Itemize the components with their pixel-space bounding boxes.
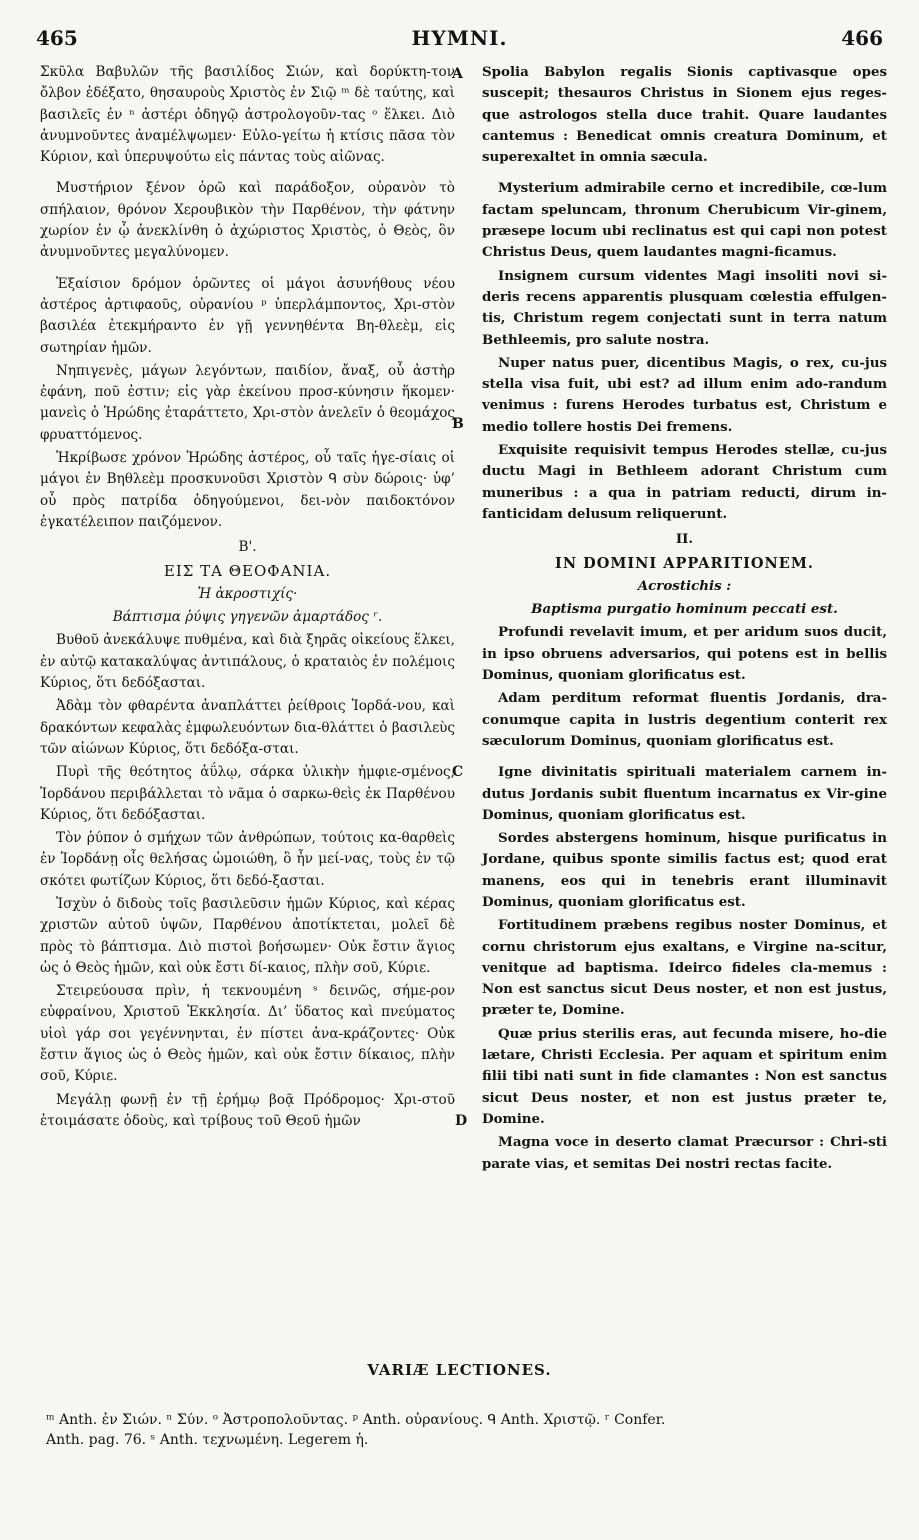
page-number-left: 465	[36, 26, 78, 50]
margin-letter-d: D	[455, 1113, 468, 1129]
acrostic-line: Βάπτισμα ῥύψις γηγενῶν ἁμαρτάδος ʳ.	[112, 609, 383, 626]
greek-paragraph: Μυστήριον ξένον ὁρῶ καὶ παράδοξον, οὐρανὸν τὸ σπήλαιον, θρόνον Χερουβικὸν τὴν Παρθένον, τὴν φάτνην χωρίον ἐν ᾧ ἀνεκλίνθη ὁ ἀχώριστος Χριστὸς, ὁ Θεὸς, ὃν ἀνυμνοῦντες μεγαλύνομεν.	[40, 180, 455, 261]
latin-paragraph: Exquisite requisivit tempus Herodes stellæ, cu-jus ductu Magi in Bethleem adorant Christum cum muneribus : a qua in patriam reducti, dirum in-fanticidam delusum reliquerunt.	[482, 442, 887, 522]
greek-paragraph: Τὸν ῥύπον ὁ σμήχων τῶν ἀνθρώπων, τούτοις κα-θαρθεὶς ἐν Ἰορδάνῃ οἷς θελήσας ὡμοιώθη, ὃ ἦν μεί-νας, τοὺς ἐν τῷ σκότει φωτίζων Κύριος, ὅτι δεδό-ξασται.	[40, 830, 455, 889]
latin-paragraph: Sordes abstergens hominum, hisque purificatus in Jordane, quibus sponte similis factus est; quod erat manens, eos qui in tenebris erant illuminavit Dominus, quoniam glorificatus est.	[482, 830, 887, 910]
latin-paragraph: Insignem cursum videntes Magi insoliti novi si-deris recens apparentis plusquam cœlestia effulgen-tis, Christum regem conjectati sunt in terra natum Bethleemis, pro salute nostra.	[482, 267, 887, 348]
latin-column	[482, 62, 887, 1177]
greek-paragraph: Στειρεύουσα πρὶν, ἡ τεκνουμένη ˢ δεινῶς, σήμε-ρον εὐφραίνου, Χριστοῦ Ἐκκλησία. Δι’ ὕδατος καὶ πνεύματος υἱοὶ γάρ σοι γεγέννηνται, ἐν πίστει ἀνα-κράζοντες· Οὐκ ἔστιν ἅγιος ὡς ὁ Θεὸς ἡμῶν, καὶ οὐκ ἔστιν δίκαιος, πλὴν σοῦ, Κύριε.	[40, 983, 455, 1085]
margin-letter-c: C	[452, 764, 464, 780]
section-subtitle: Acrostichis :	[637, 577, 732, 594]
running-header	[36, 26, 883, 54]
variant-notes-line: ᵐ Anth. ἐν Σιών. ⁿ Σύν. ᵒ Ἀστροπολοῦντας. ᵖ Anth. οὐρανίους. ᑫ Anth. Χριστῷ. ʳ Confer.	[46, 1412, 666, 1428]
greek-paragraph: Πυρὶ τῆς θεότητος ἀΰλῳ, σάρκα ὑλικὴν ἠμφιε-σμένος, Ἰορδάνου περιβάλλεται τὸ νᾶμα ὁ σαρκω-θεὶς ἐκ Παρθένου Κύριος, ὅτι δεδόξασται.	[40, 764, 455, 823]
latin-paragraph: Fortitudinem præbens regibus noster Dominus, et cornu christorum ejus exaltans, e Virgine na-scitur, venitque ad baptisma. Ideirco fideles cla-memus : Non est sanctus sicut Deus noster, et non est justus, præter te, Domine.	[482, 917, 887, 1019]
latin-paragraph: Igne divinitatis spirituali materialem carnem in-dutus Jordanis subit fluentum incarnatus ex Vir-gine Dominus, quoniam glorificatus est.	[482, 764, 887, 823]
greek-paragraph: Βυθοῦ ἀνεκάλυψε πυθμένα, καὶ διὰ ξηρᾶς οἰκείους ἕλκει, ἐν αὐτῷ κατακαλύψας ἀντιπάλους, ὁ κραταιὸς ἐν πολέμοις Κύριος, ὅτι δεδόξασται.	[40, 632, 455, 692]
latin-paragraph: Profundi revelavit imum, et per aridum suos ducit, in ipso obruens adversarios, qui potens est in bellis Dominus, quoniam glorificatus est.	[482, 624, 887, 684]
latin-paragraph: Magna voce in deserto clamat Præcursor : Chri-sti parate vias, et semitas Dei nostri rectas facite.	[482, 1134, 887, 1172]
greek-column	[40, 62, 455, 1134]
greek-paragraph: Μεγάλῃ φωνῇ ἐν τῇ ἐρήμῳ βοᾷ Πρόδρομος· Χρι-στοῦ ἑτοιμάσατε ὁδοὺς, καὶ τρίβους τοῦ Θεοῦ ἡμῶν	[40, 1091, 455, 1129]
latin-paragraph: Adam perditum reformat fluentis Jordanis, dra-conumque capita in lustris degentium conterit rex sæculorum Dominus, quoniam glorificatus est.	[482, 690, 887, 749]
variae-lectiones-title: VARIÆ LECTIONES.	[367, 1361, 552, 1379]
section-title: IN DOMINI APPARITIONEM.	[555, 554, 814, 572]
section-number: Β'.	[238, 539, 257, 556]
greek-paragraph: Νηπιγενὲς, μάγων λεγόντων, παιδίον, ἄναξ, οὗ ἀστὴρ ἐφάνη, ποῦ ἐστιν; εἰς γὰρ ἐκείνου προσ-κύνησιν ἥκομεν· μανεὶς ὁ Ἡρώδης ἐταράττετο, Χρι-στὸν ἀνελεῖν ὁ θεομάχος φρυαττόμενος.	[40, 362, 455, 443]
greek-paragraph: Ἐξαίσιον δρόμον ὁρῶντες οἱ μάγοι ἀσυνήθους νέου ἀστέρος ἀρτιφαοῦς, οὐρανίου ᵖ ὑπερλάμποντος, Χρι-στὸν βασιλέα ἐτεκμήραντο ἐν γῇ γεννηθέντα Βη-θλεὲμ, εἰς σωτηρίαν ἡμῶν.	[40, 275, 455, 356]
greek-paragraph: Ἀδὰμ τὸν φθαρέντα ἀναπλάττει ῥείθροις Ἰορδά-νου, καὶ δρακόντων κεφαλὰς ἐμφωλευόντων δια-θλάττει ὁ βασιλεὺς τῶν αἰώνων Κύριος, ὅτι δεδόξα-σται.	[40, 698, 455, 757]
variant-notes-line: Anth. pag. 76. ˢ Anth. τεχνωμένη. Legerem ἡ.	[46, 1432, 369, 1448]
margin-letter-b: B	[452, 416, 464, 432]
variae-lectiones-notes	[46, 1410, 888, 1450]
acrostic-line: Baptisma purgatio hominum peccati est.	[531, 601, 838, 618]
section-number: II.	[675, 531, 694, 548]
margin-letter-a: A	[452, 66, 463, 82]
greek-paragraph: Ἠκρίβωσε χρόνον Ἡρώδης ἀστέρος, οὗ ταῖς ἡγε-σίαις οἱ μάγοι ἐν Βηθλεὲμ προσκυνοῦσι Χριστὸν ᑫ σὺν δώροις· ὑφ’ οὗ πρὸς πατρίδα ὁδηγούμενοι, δει-νὸν παιδοκτόνον ἐγκατέλειπον παιζόμενον.	[40, 450, 455, 530]
greek-paragraph: Ἰσχὺν ὁ διδοὺς τοῖς βασιλεῦσιν ἡμῶν Κύριος, καὶ κέρας χριστῶν αὐτοῦ ὑψῶν, Παρθένου ἀποτίκτεται, μολεῖ δὲ πρὸς τὸ βάπτισμα. Διὸ πιστοὶ βοήσωμεν· Οὐκ ἔστιν ἅγιος ὡς ὁ Θεὸς ἡμῶν, καὶ οὐκ ἔστι δί-καιος, πλὴν σοῦ, Κύριε.	[40, 895, 455, 976]
page-number-right: 466	[841, 26, 883, 50]
section-subtitle: Ἡ ἀκροστιχίς·	[197, 585, 298, 602]
latin-paragraph: Spolia Babylon regalis Sionis captivasque opes suscepit; thesauros Christus in Sionem ejus reges-que astrologos stella duce trahit. Quare laudantes cantemus : Benedicat omnis creatura Dominum, et superexaltet in omnia sæcula.	[482, 64, 887, 166]
latin-paragraph: Nuper natus puer, dicentibus Magis, o rex, cu-jus stella visa fuit, ubi est? ad illum enim ado-randum venimus : furens Herodes turbatus est, Christum e medio tollere hostis Dei fremens.	[482, 354, 887, 435]
latin-paragraph: Quæ prius sterilis eras, aut fecunda misere, ho-die lætare, Christi Ecclesia. Per aquam et spiritum enim filii tibi nati sunt in fide clamantes : Non est sanctus sicut Deus noster, et non est justus præter te, Domine.	[482, 1025, 887, 1127]
running-title: HYMNI.	[411, 26, 508, 50]
latin-paragraph: Mysterium admirabile cerno et incredibile, cœ-lum factam speluncam, thronum Cherubicum Vir-ginem, præsepe locum ubi reclinatus est qui capi non potest Christus Deus, quem laudantes magni-ficamus.	[482, 180, 887, 261]
greek-paragraph: Σκῦλα Βαβυλῶν τῆς βασιλίδος Σιών, καὶ δορύκτη-τον ὄλβον ἐδέξατο, θησαυροὺς Χριστὸς ἐν Σιῷ ᵐ δὲ ταύτης, καὶ βασιλεῖς ἐν ⁿ ἀστέρι ὁδηγῷ ἀστρολογοῦν-τας ᵒ ἕλκει. Διὸ ἀνυμνοῦντες ἀναμέλψωμεν· Εὐλο-γείτω ἡ κτίσις πᾶσα τὸν Κύριον, καὶ ὑπερυψούτω εἰς πάντας τοὺς αἰῶνας.	[40, 64, 455, 166]
section-title: ΕΙΣ ΤΑ ΘΕΟΦΑΝΙΑ.	[163, 561, 332, 580]
